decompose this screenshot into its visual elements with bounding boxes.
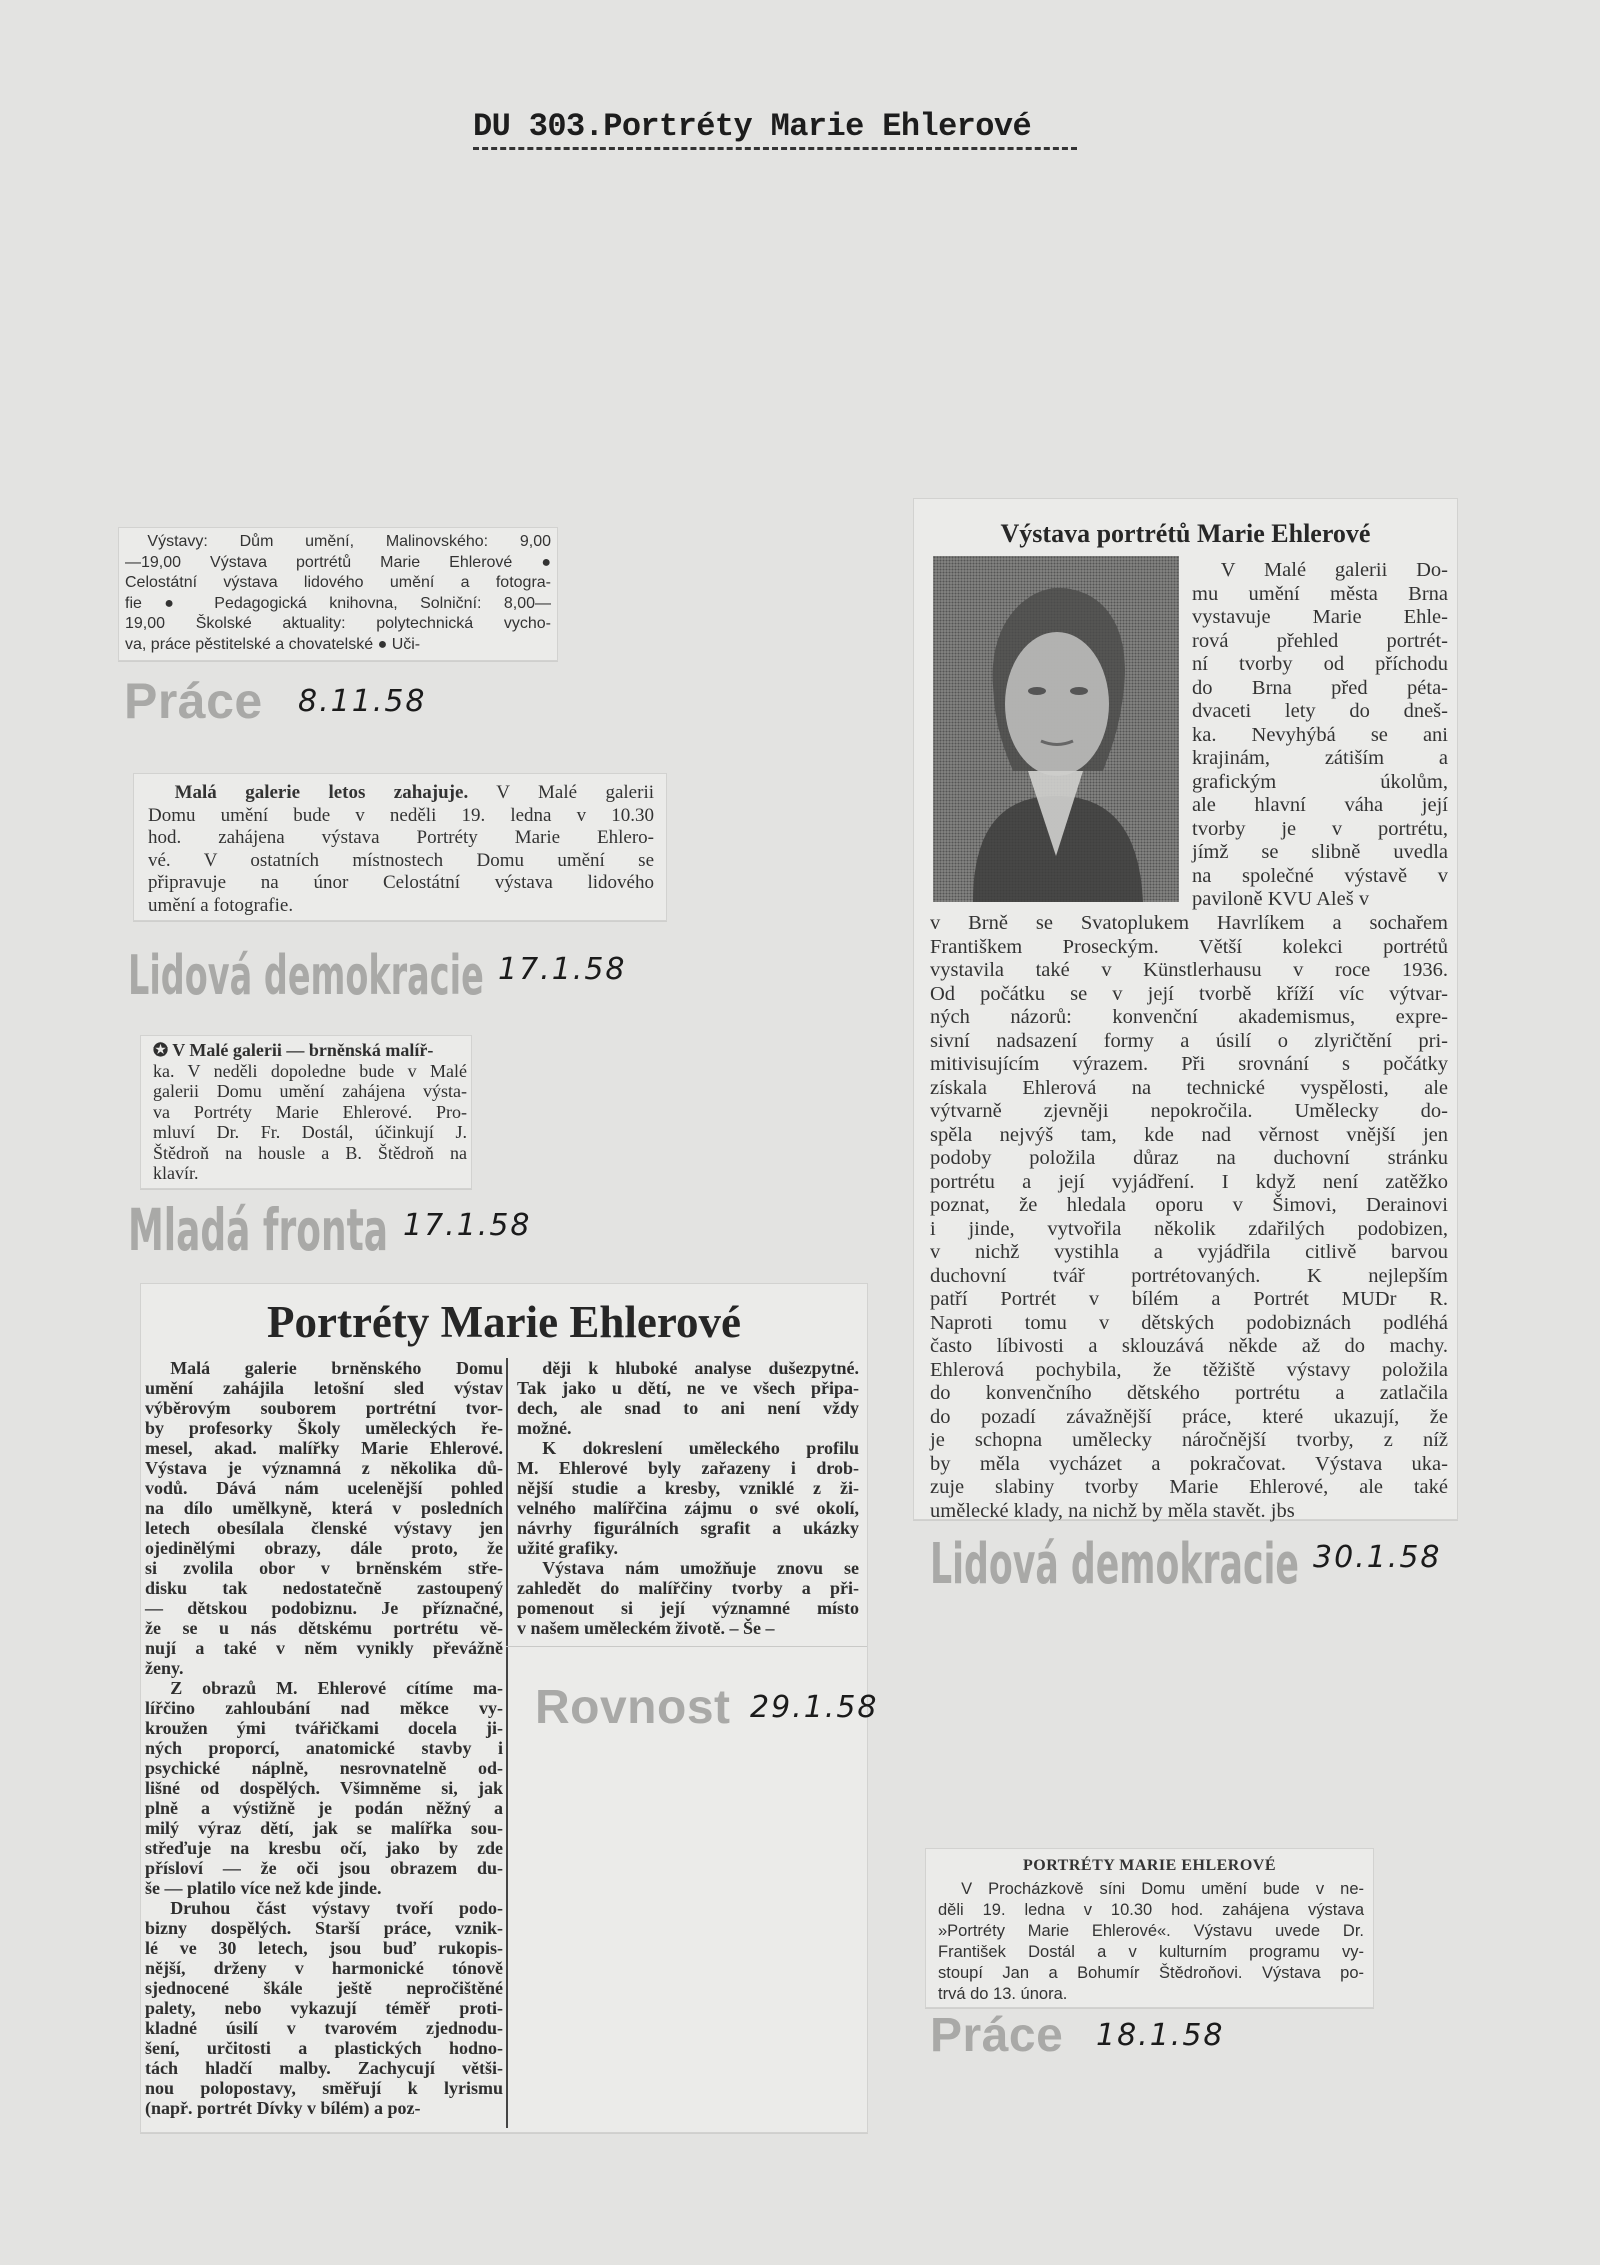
text-line: návrhy figurálních sgrafit a ukázky bbox=[517, 1518, 859, 1538]
handwritten-date: 17.1.58 bbox=[403, 1208, 532, 1243]
article-headline: Portréty Marie Ehlerové bbox=[267, 1297, 741, 1347]
text-line: by měla vycházet a pokračovat. Výstava uka- bbox=[930, 1452, 1448, 1475]
source-stamp: Práce bbox=[930, 2009, 1064, 2062]
text-line bbox=[148, 782, 654, 805]
handwritten-date: 17.1.58 bbox=[498, 952, 627, 987]
text-line: ojedinělými obrazy, dále proto, že bbox=[145, 1538, 503, 1558]
text-line: Tak jako u dětí, ne ve všech připa- bbox=[517, 1378, 859, 1398]
text-line: klavír. bbox=[153, 1163, 199, 1183]
text-line: velného malířčina zájmu o své okolí, bbox=[517, 1498, 859, 1518]
clipping-body bbox=[938, 1879, 1364, 2005]
text-line: milý výraz dětí, jak se malířka sou- bbox=[145, 1818, 503, 1838]
text-line: mesel, akad. malířky Marie Ehlerové. bbox=[145, 1438, 503, 1458]
text-line: letech obesílala členské výstavy jen bbox=[145, 1518, 503, 1538]
text-line: Naproti tomu v dětských podobiznách podléhá bbox=[930, 1311, 1448, 1334]
text-line: tách hladčí malby. Zachycují větši- bbox=[145, 2058, 503, 2078]
text-line: patří Portrét v bílém a Portrét MUDr R. bbox=[930, 1288, 1448, 1310]
handwritten-date: 18.1.58 bbox=[1096, 2018, 1225, 2053]
text-line: umělecké klady, na nichž by měla stavět. jbs bbox=[930, 1499, 1295, 1522]
text-line: vodů. Dává nám ucelenější pohled bbox=[145, 1478, 503, 1498]
text-line: palety, nebo vykazují téměř proti- bbox=[145, 1998, 503, 2018]
text-line: ka. Nevyhýbá se ani bbox=[1192, 723, 1448, 746]
text-line: ženy. bbox=[145, 1658, 184, 1678]
handwritten-date: 29.1.58 bbox=[750, 1690, 879, 1725]
text-line: disku tak nedostatečně zastoupený bbox=[145, 1578, 503, 1598]
text-line: nou polopostavy, směřují k lyrismu bbox=[145, 2078, 503, 2098]
text-line: umění zahájila letošní sled výstav bbox=[145, 1378, 503, 1398]
text-line: galerii Domu umění zahájena výsta- bbox=[153, 1081, 467, 1101]
text-line: umění a fotografie. bbox=[148, 894, 294, 916]
text-line: pomenout si její významné místo bbox=[517, 1598, 859, 1618]
text-line: Ehlerová pochybila, že těžiště výstavy položila bbox=[930, 1358, 1448, 1381]
text-line: nější, drženy v harmonické tónově bbox=[145, 1958, 503, 1978]
article-headline: PORTRÉTY MARIE EHLEROVÉ bbox=[1022, 1857, 1277, 1874]
text-line: K dokreslení uměleckého profilu bbox=[542, 1438, 859, 1458]
text-line: v nichž vystihla a vyjádřila citlivě barvou bbox=[930, 1241, 1448, 1263]
text-line: připravuje na únor Celostátní výstava lidového bbox=[148, 872, 654, 893]
lead-in: ✪ V Malé galerii — brněnská malíř- bbox=[153, 1040, 434, 1060]
text-line: krajinám, zátiším a bbox=[1192, 747, 1448, 769]
clipping-body bbox=[125, 532, 551, 655]
text-line: —19,00 Výstava portrétů Marie Ehlerové ● bbox=[125, 553, 551, 571]
clipping-prace-notice bbox=[925, 1848, 1374, 2008]
text-line: na dílo umělkyně, která v posledních bbox=[145, 1498, 503, 1518]
text-line: kroužen ými tvářičkami docela ji- bbox=[145, 1718, 503, 1738]
text-line: ných proporcí, anatomické stavby i bbox=[145, 1738, 503, 1758]
source-stamp: Lidová demokracie bbox=[128, 944, 484, 1007]
text-line: nější studie a kresby, vzniklé z ži- bbox=[517, 1478, 859, 1498]
text-line: Od počátku se v její tvorbě kříží víc výtvar- bbox=[930, 982, 1448, 1005]
text-line: sivní nadsazení formy a úsilí o zlyričtění pri- bbox=[930, 1029, 1448, 1052]
document-title: DU 303.Portréty Marie Ehlerové bbox=[473, 108, 1032, 145]
clipping-body bbox=[153, 1040, 467, 1184]
text-line: bizny dospělých. Starší práce, vznik- bbox=[145, 1918, 503, 1938]
source-stamp: Rovnost bbox=[535, 1681, 731, 1734]
source-stamp: Práce bbox=[124, 673, 263, 729]
text-line: na společné výstavě v bbox=[1192, 864, 1448, 887]
text-line: možné. bbox=[517, 1418, 572, 1438]
text-line: dvaceti lety do dneš- bbox=[1192, 700, 1448, 722]
text-line: Františkem Proseckým. Větší kolekci portrétů bbox=[930, 935, 1448, 958]
text-line: V Malé galerii Do- bbox=[1220, 559, 1448, 581]
text-line: ní tvorby od příchodu bbox=[1192, 653, 1448, 675]
text-line: nují a také v něm vynikly převážně bbox=[145, 1638, 503, 1658]
text-run: V Malé galerii bbox=[468, 782, 655, 803]
handwritten-date: 8.11.58 bbox=[298, 684, 427, 719]
text-line: často líbivosti a sklouzává někde až do machy. bbox=[930, 1335, 1448, 1357]
text-line bbox=[153, 1040, 467, 1061]
text-line: psychické náplně, nesrovnatelně od- bbox=[145, 1758, 503, 1778]
text-line: plně a výstižně je podán něžný a bbox=[145, 1798, 503, 1818]
handwritten-date: 30.1.58 bbox=[1313, 1540, 1442, 1575]
text-line: dech, ale snad to ani není vždy bbox=[517, 1398, 859, 1418]
text-line: zahledět do malířčiny tvorby a při- bbox=[517, 1578, 859, 1598]
text-line: ných názorů: konvenční akademismus, expre- bbox=[930, 1006, 1448, 1028]
text-line: Výstavy: Dům umění, Malinovského: 9,00 bbox=[147, 533, 551, 550]
text-line: rová přehled portrét- bbox=[1192, 629, 1448, 652]
text-line: do Brna před péta- bbox=[1192, 676, 1448, 699]
text-line: V Procházkově síni Domu umění bude v ne- bbox=[961, 1880, 1364, 1898]
text-line: Štědroň na housle a B. Štědroň na bbox=[153, 1142, 467, 1163]
text-line: ději k hluboké analyse dušezpytné. bbox=[542, 1358, 859, 1378]
article-right-column bbox=[517, 1358, 859, 1638]
text-line: va, práce pěstitelské a chovatelské ● Uči- bbox=[125, 635, 421, 653]
text-line: kladné úsilí v tvarovém zjednodu- bbox=[145, 2018, 503, 2038]
text-line: Malá galerie brněnského Domu bbox=[170, 1358, 503, 1378]
text-line: paviloně KVU Aleš v bbox=[1192, 888, 1370, 910]
text-line: přísloví — že oči jsou obrazem du- bbox=[145, 1858, 503, 1878]
article-headline: Výstava portrétů Marie Ehlerové bbox=[1000, 519, 1371, 548]
text-line: (např. portrét Dívky v bílém) a poz- bbox=[145, 2098, 421, 2118]
column-rule bbox=[506, 1358, 508, 2128]
text-line: mluví Dr. Fr. Dostál, účinkují J. bbox=[153, 1122, 467, 1142]
text-line: ka. V neděli dopoledne bude v Malé bbox=[153, 1060, 467, 1081]
text-line: stoupí Jan a Bohumír Štědroňovi. Výstava po- bbox=[938, 1964, 1364, 1982]
text-line: Výstava nám umožňuje znovu se bbox=[542, 1558, 859, 1578]
text-line: ale hlavní váha její bbox=[1192, 794, 1448, 816]
text-line: si zvolila obor v brněnském stře- bbox=[145, 1558, 503, 1578]
clipping-mala-galerie bbox=[133, 773, 667, 921]
text-line: Celostátní výstava lidového umění a fotogra- bbox=[125, 574, 551, 591]
text-line: Druhou část výstavy tvoří podo- bbox=[170, 1898, 503, 1918]
text-line: M. Ehlerové byly zařazeny i drob- bbox=[517, 1458, 859, 1478]
text-beside-photo bbox=[1192, 559, 1448, 912]
text-line: i jinde, vytvořila několik zdařilých podobizen, bbox=[930, 1217, 1448, 1240]
text-line: Výstava je významná z několika dů- bbox=[145, 1458, 503, 1478]
source-stamp: Mladá fronta bbox=[128, 1196, 389, 1264]
text-line: Z obrazů M. Ehlerové cítíme ma- bbox=[170, 1678, 503, 1698]
text-line: mu umění města Brna bbox=[1192, 582, 1448, 605]
column-end-rule bbox=[506, 1646, 867, 1647]
text-line: výtvarně zjevněji nepokročila. Umělecky do- bbox=[930, 1100, 1448, 1122]
clipping-mlada-fronta bbox=[140, 1035, 472, 1189]
text-line: 19,00 Školské aktuality: polytechnická vycho- bbox=[125, 615, 551, 632]
text-line: do pozadí závažnější práce, které ukazují, že bbox=[930, 1405, 1448, 1428]
text-line: fie ● Pedagogická knihovna, Solniční: 8,00— bbox=[125, 594, 551, 612]
portrait-figure-icon bbox=[933, 556, 1179, 902]
text-line: děli 19. ledna v 10.30 hod. zahájena výstava bbox=[938, 1901, 1364, 1919]
lead-in: Malá galerie letos zahajuje. bbox=[174, 782, 469, 803]
text-line: že se u nás dětskému portrétu vě- bbox=[145, 1618, 503, 1638]
text-line: »Portréty Marie Ehlerové«. Výstavu uvede Dr. bbox=[938, 1922, 1364, 1940]
text-line: zuje slabiny tvorby Marie Ehlerové, ale také bbox=[930, 1476, 1448, 1498]
text-line: získala Ehlerová na technické vyspělosti, ale bbox=[930, 1076, 1448, 1099]
text-line: — dětskou podobiznu. Je příznačné, bbox=[145, 1598, 503, 1618]
portrait-photo bbox=[933, 556, 1179, 902]
text-line: lé ve 30 letech, jsou buď rukopis- bbox=[145, 1938, 503, 1958]
text-line: vé. V ostatních místnostech Domu umění se bbox=[148, 849, 654, 871]
text-line: podoby položila důraz na duchovní stránku bbox=[930, 1147, 1448, 1169]
clipping-body bbox=[148, 782, 654, 917]
text-line: by profesorky Školy uměleckých ře- bbox=[145, 1418, 503, 1438]
text-line: užité grafiky. bbox=[517, 1538, 618, 1558]
article-body bbox=[930, 912, 1448, 1523]
text-line: je schopna umělecky náročnější tvorby, z níž bbox=[930, 1429, 1448, 1451]
text-line: šení, určitosti a plastických hodno- bbox=[145, 2038, 503, 2058]
text-line: František Dostál a v kulturním programu vy- bbox=[938, 1943, 1364, 1961]
text-line: lišné od dospělých. Všimněme si, jak bbox=[145, 1778, 503, 1798]
text-line: mitivisujícím výrazem. Při srovnání s počátky bbox=[930, 1053, 1448, 1075]
text-line: jímž se slibně uvedla bbox=[1192, 841, 1448, 863]
text-line: grafickým úkolům, bbox=[1192, 770, 1448, 793]
text-line: vystavila také v Künstlerhausu v roce 1936. bbox=[930, 959, 1448, 981]
text-line: spěla nejvýš tam, kde nad věrnost vnější jen bbox=[930, 1123, 1448, 1146]
text-line: Domu umění bude v neděli 19. ledna v 10.30 bbox=[148, 804, 654, 826]
text-line: v Brně se Svatoplukem Havrlíkem a sochařem bbox=[930, 912, 1448, 934]
text-line: še — platilo více než kde jinde. bbox=[145, 1878, 382, 1898]
text-line: výběrovým souborem portrétní tvor- bbox=[145, 1398, 503, 1418]
text-line: hod. zahájena výstava Portréty Marie Ehlero- bbox=[148, 827, 654, 848]
title-underline bbox=[473, 147, 1077, 150]
text-line: va Portréty Marie Ehlerové. Pro- bbox=[153, 1101, 467, 1122]
text-line: tvorby je v portrétu, bbox=[1192, 817, 1448, 840]
article-left-column bbox=[145, 1358, 503, 2118]
text-line: poznat, že hledala oporu v Šimovi, Derainovi bbox=[930, 1194, 1448, 1216]
text-line: lířčino zahloubání nad měkce vy- bbox=[145, 1698, 503, 1718]
text-line: duchovní tvář portrétovaných. K nejlepším bbox=[930, 1264, 1448, 1287]
text-line: vystavuje Marie Ehle- bbox=[1192, 606, 1448, 628]
text-line: portrétu a její vyjádření. I když není zatěžko bbox=[930, 1170, 1448, 1193]
text-line: střeďuje na kresbu očí, jako by zde bbox=[145, 1838, 503, 1858]
text-line: trvá do 13. února. bbox=[938, 1985, 1068, 2003]
clipping-vystavy bbox=[118, 527, 558, 661]
source-stamp: Lidová demokracie bbox=[930, 1532, 1299, 1597]
text-line: do konvenčního dětského portrétu a zatlačila bbox=[930, 1382, 1448, 1404]
text-line: sjednocené škále ještě nepročištěné bbox=[145, 1978, 503, 1998]
text-line: v našem uměleckém životě. – Še – bbox=[517, 1618, 775, 1638]
